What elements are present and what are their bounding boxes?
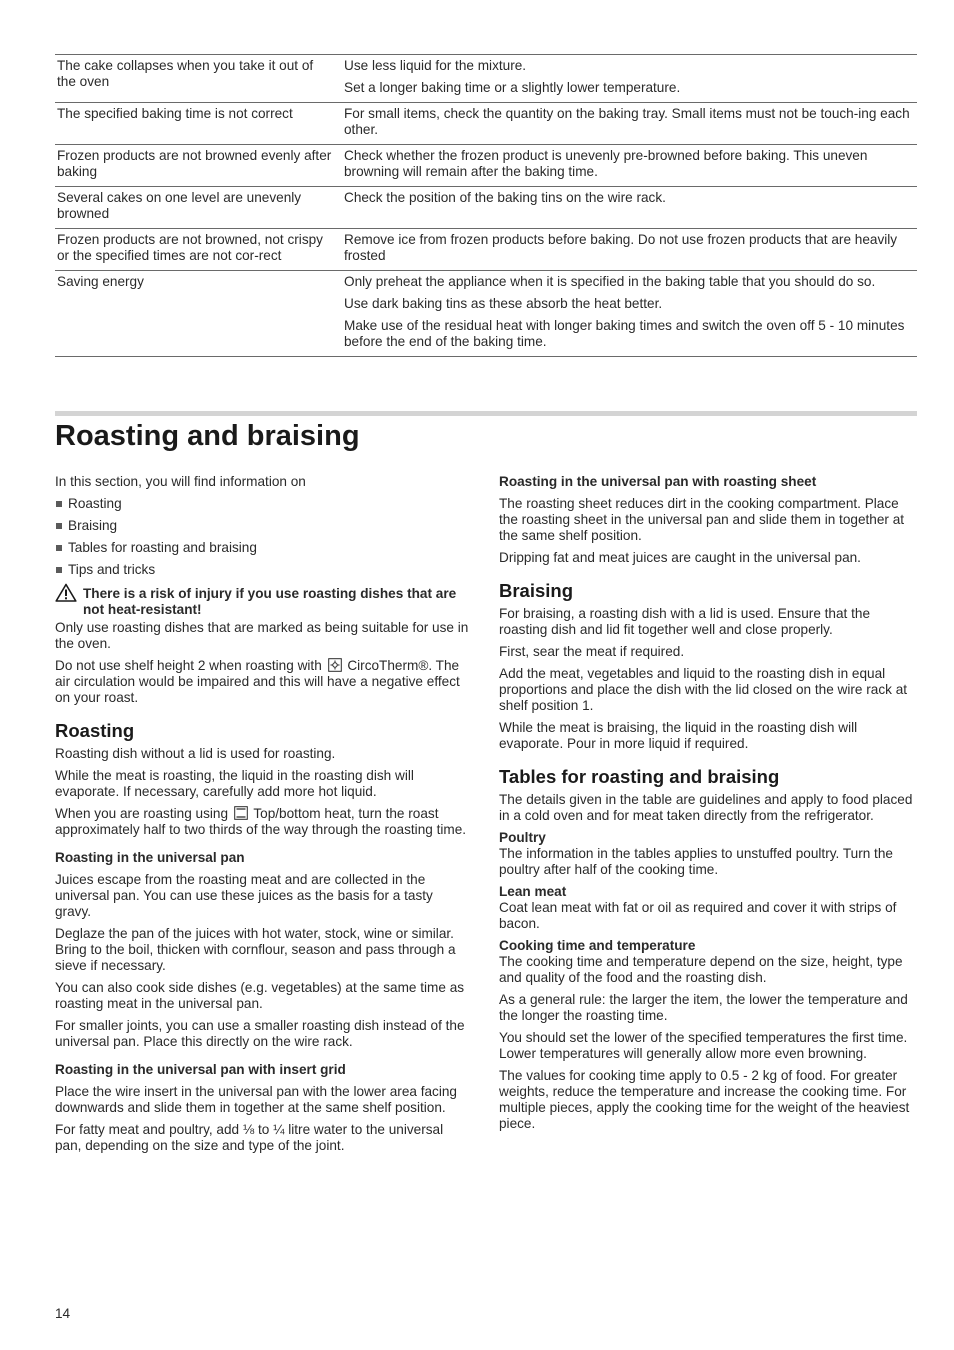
remedy-text: Make use of the residual heat with longer baking times and switch the oven off 5 - 10 minutes before the end of the baking time. bbox=[344, 318, 905, 349]
table-row bbox=[55, 271, 917, 357]
roasting-sheet-heading: Roasting in the universal pan with roasting sheet bbox=[499, 474, 817, 489]
roasting-heading: Roasting bbox=[55, 720, 135, 741]
table-cell-remedy bbox=[338, 55, 917, 102]
page-number: 14 bbox=[55, 1306, 71, 1321]
top-bottom-heat-icon bbox=[234, 806, 248, 820]
paragraph: First, sear the meat if required. bbox=[499, 644, 685, 659]
paragraph: As a general rule: the larger the item, the lower the temperature and the longer the roasting time. bbox=[499, 992, 908, 1023]
paragraph: Coat lean meat with fat or oil as required and cover it with strips of bacon. bbox=[499, 900, 897, 931]
intro-text: In this section, you will find information on bbox=[55, 474, 306, 489]
topic-list bbox=[55, 496, 471, 578]
poultry-heading: Poultry bbox=[499, 830, 546, 845]
table-cell-remedy bbox=[338, 187, 917, 228]
warning-text bbox=[55, 658, 471, 706]
bullet-square-icon bbox=[56, 523, 62, 529]
remedy-text: Use dark baking tins as these absorb the heat better. bbox=[344, 296, 663, 311]
remedy-text: Check the position of the baking tins on the wire rack. bbox=[344, 190, 666, 205]
table-row bbox=[55, 229, 917, 271]
remedy-text: Remove ice from frozen products before baking. Do not use frozen products that are heavily frosted bbox=[344, 232, 898, 263]
list-item bbox=[55, 540, 471, 556]
paragraph: The cooking time and temperature depend on the size, height, type and quality of the food and the roasting dish. bbox=[499, 954, 903, 985]
table-row bbox=[55, 55, 917, 103]
text-span: Do not use shelf height 2 when roasting with bbox=[55, 658, 322, 673]
bullet-square-icon bbox=[56, 567, 62, 573]
list-item-label: Braising bbox=[68, 518, 118, 533]
paragraph: For braising, a roasting dish with a lid is used. Ensure that the roasting dish and lid fit together well and close properly. bbox=[499, 606, 871, 637]
table-cell-cause: Saving energy bbox=[57, 274, 144, 289]
bullet-square-icon bbox=[56, 545, 62, 551]
paragraph: Place the wire insert in the universal pan with the lower area facing downwards and slide them in together at the same shelf position. bbox=[55, 1084, 457, 1115]
warning-heading-text: There is a risk of injury if you use roasting dishes that are not heat-resistant! bbox=[83, 586, 457, 617]
paragraph: While the meat is braising, the liquid in the roasting dish will evaporate. Pour in more liquid if required. bbox=[499, 720, 858, 751]
remedy-text: Check whether the frozen product is unevenly pre-browned before baking. This uneven browning will remain after the baking time. bbox=[344, 148, 868, 179]
right-column bbox=[499, 474, 917, 1138]
remedy-text: Use less liquid for the mixture. bbox=[344, 58, 527, 73]
list-item bbox=[55, 496, 471, 512]
paragraph: Roasting dish without a lid is used for roasting. bbox=[55, 746, 336, 761]
text-span: Top/bottom heat, turn the roast approximately half to two thirds of the way through the roasting time. bbox=[55, 806, 467, 837]
paragraph: Dripping fat and meat juices are caught in the universal pan. bbox=[499, 550, 861, 565]
universal-pan-heading: Roasting in the universal pan bbox=[55, 850, 245, 865]
paragraph: While the meat is roasting, the liquid in the roasting dish will evaporate. If necessary, carefully add more hot liquid. bbox=[55, 768, 414, 799]
paragraph: Deglaze the pan of the juices with hot water, stock, wine or similar. Bring to the boil, thicken with cornflour, season and pass through a sieve if necessary. bbox=[55, 926, 456, 973]
paragraph: The roasting sheet reduces dirt in the cooking compartment. Place the roasting sheet in the universal pan and slide them in together at the same shelf position. bbox=[499, 496, 905, 543]
text-span: CircoTherm®. The air circulation would be impaired and this will have a negative effect on your roast. bbox=[55, 658, 460, 705]
table-cell-remedy bbox=[338, 271, 917, 356]
tables-heading: Tables for roasting and braising bbox=[499, 766, 780, 787]
list-item-label: Tips and tricks bbox=[68, 562, 156, 577]
warning-text: Only use roasting dishes that are marked as being suitable for use in the oven. bbox=[55, 620, 469, 651]
table-row bbox=[55, 187, 917, 229]
list-item bbox=[55, 562, 471, 578]
table-cell-cause: Several cakes on one level are unevenly browned bbox=[57, 190, 302, 221]
paragraph: The information in the tables applies to unstuffed poultry. Turn the poultry after half of the cooking time. bbox=[499, 846, 893, 877]
paragraph: The details given in the table are guidelines and apply to food placed in a cold oven and for meat taken directly from the refrigerator. bbox=[499, 792, 913, 823]
table-cell-cause: Frozen products are not browned evenly after baking bbox=[57, 148, 332, 179]
circotherm-icon bbox=[328, 658, 342, 672]
section-divider bbox=[55, 411, 917, 416]
paragraph: The values for cooking time apply to 0.5 - 2 kg of food. For greater weights, reduce the temperature and increase the cooking time. For multiple pieces, apply the cooking time for the weight of the heaviest piece. bbox=[499, 1068, 910, 1131]
list-item-label: Tables for roasting and braising bbox=[68, 540, 257, 555]
troubleshooting-table bbox=[55, 54, 917, 357]
paragraph: Juices escape from the roasting meat and are collected in the universal pan. You can use these juices as the basis for a tasty gravy. bbox=[55, 872, 433, 919]
paragraph: You should set the lower of the specified temperatures the first time. Lower temperatures will generally allow more even browning. bbox=[499, 1030, 908, 1061]
list-item-label: Roasting bbox=[68, 496, 122, 511]
table-row bbox=[55, 145, 917, 187]
braising-heading: Braising bbox=[499, 580, 574, 601]
table-cell-cause: The cake collapses when you take it out of the oven bbox=[57, 58, 314, 89]
remedy-text: For small items, check the quantity on the baking tray. Small items must not be touch-ing each other. bbox=[344, 106, 910, 137]
cooking-time-heading: Cooking time and temperature bbox=[499, 938, 696, 953]
warning-triangle-icon bbox=[55, 583, 77, 602]
lean-meat-heading: Lean meat bbox=[499, 884, 567, 899]
section-title: Roasting and braising bbox=[55, 420, 360, 452]
paragraph bbox=[55, 806, 471, 838]
table-cell-remedy bbox=[338, 103, 917, 144]
paragraph: Add the meat, vegetables and liquid to the roasting dish in equal proportions and place the dish with the lid closed on the wire rack at shelf position 1. bbox=[499, 666, 908, 713]
warning-heading bbox=[55, 586, 471, 618]
table-row bbox=[55, 103, 917, 145]
table-cell-cause: The specified baking time is not correct bbox=[57, 106, 293, 121]
paragraph: You can also cook side dishes (e.g. vegetables) at the same time as roasting meat in the universal pan. bbox=[55, 980, 465, 1011]
bullet-square-icon bbox=[56, 501, 62, 507]
table-cell-remedy bbox=[338, 229, 917, 270]
table-cell-remedy bbox=[338, 145, 917, 186]
text-span: When you are roasting using bbox=[55, 806, 229, 821]
paragraph: For fatty meat and poultry, add ⅛ to ¼ litre water to the universal pan, depending on the size and type of the joint. bbox=[55, 1122, 444, 1153]
insert-grid-heading: Roasting in the universal pan with insert grid bbox=[55, 1062, 346, 1077]
left-column bbox=[55, 474, 471, 1160]
paragraph: For smaller joints, you can use a smaller roasting dish instead of the universal pan. Place this directly on the wire rack. bbox=[55, 1018, 465, 1049]
remedy-text: Set a longer baking time or a slightly lower temperature. bbox=[344, 80, 681, 95]
remedy-text: Only preheat the appliance when it is specified in the baking table that you should do so. bbox=[344, 274, 876, 289]
list-item bbox=[55, 518, 471, 534]
table-cell-cause: Frozen products are not browned, not crispy or the specified times are not cor-rect bbox=[57, 232, 323, 263]
